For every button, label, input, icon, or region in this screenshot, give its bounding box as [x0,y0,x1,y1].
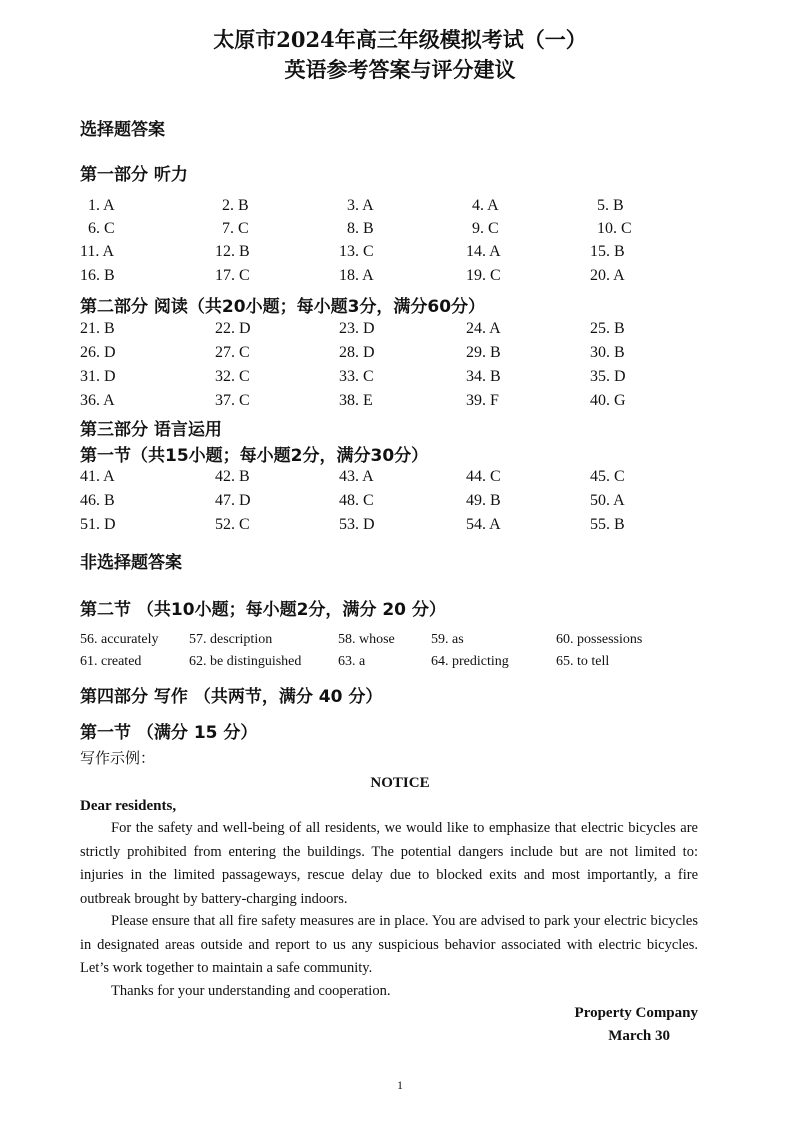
answer-cell: 17. C [215,267,250,284]
answer-row [80,320,640,342]
answer-cell: 25. B [590,320,625,337]
part3-sec2-heading: 第二节 （共10小题；每小题2分，满分 20 分） [80,600,446,620]
letter-paragraph: Please ensure that all fire safety measures are in place. You are advised to park your electric bicycles in designated areas outside and report to us any suspicious behavior associated with electric bicycles. Let’s work together to maintain a safe community. [80,913,698,976]
answer-cell: 10. C [597,220,632,237]
answer-cell: 47. D [215,492,251,509]
answer-cell: 9. C [472,220,499,237]
answer-row [80,492,640,514]
answer-cell: 2. B [222,197,249,214]
non-mc-heading: 非选择题答案 [80,553,182,573]
answer-cell: 8. B [347,220,374,237]
answer-cell: 57. description [189,632,273,647]
letter-date: March 30 [608,1028,670,1044]
answer-cell: 12. B [215,243,250,260]
answer-row [80,368,640,390]
document-title: 太原市2024年高三年级模拟考试（一） [213,27,587,52]
mc-heading: 选择题答案 [80,120,165,140]
part3-sec1-heading: 第一节（共15小题；每小题2分，满分30分） [80,446,429,466]
answer-cell: 37. C [215,392,250,409]
answer-cell: 43. A [339,468,374,485]
answer-cell: 6. C [88,220,115,237]
answer-cell: 22. D [215,320,251,337]
part4-sec1-heading: 第一节 （满分 15 分） [80,723,258,743]
answer-row [80,654,700,674]
answer-cell: 59. as [431,632,464,647]
answer-cell: 21. B [80,320,115,337]
answer-row [80,468,640,490]
answer-cell: 27. C [215,344,250,361]
answer-cell: 19. C [466,267,501,284]
answer-cell: 44. C [466,468,501,485]
answer-cell: 31. D [80,368,116,385]
letter-paragraph: For the safety and well-being of all residents, we would like to emphasize that electric bicycles are strictly prohibited from entering the buildings. The potential dangers include but are not limited to: injuries in the limited passageways, rescue delay due to blocked exits and most importantly, a fire outbreak brought by battery-charging indoors. [80,820,698,907]
answer-cell: 4. A [472,197,499,214]
answer-cell: 14. A [466,243,501,260]
answer-cell: 60. possessions [556,632,643,647]
answer-cell: 63. a [338,654,366,669]
part1-heading: 第一部分 听力 [80,165,188,185]
answer-cell: 28. D [339,344,375,361]
answer-cell: 64. predicting [431,654,509,669]
part4-heading: 第四部分 写作 （共两节，满分 40 分） [80,687,383,707]
letter-paragraph: Thanks for your understanding and cooperation. [111,983,391,999]
answer-row [80,267,640,289]
answer-cell: 49. B [466,492,501,509]
answer-cell: 58. whose [338,632,395,647]
answer-cell: 62. be distinguished [189,654,302,669]
answer-cell: 18. A [339,267,374,284]
answer-cell: 61. created [80,654,142,669]
answer-cell: 20. A [590,267,625,284]
answer-cell: 3. A [347,197,374,214]
answer-cell: 34. B [466,368,501,385]
answer-row [80,632,700,652]
answer-cell: 40. G [590,392,626,409]
answer-cell: 32. C [215,368,250,385]
answer-cell: 52. C [215,516,250,533]
answer-cell: 35. D [590,368,626,385]
answer-cell: 16. B [80,267,115,284]
answer-cell: 39. F [466,392,499,409]
answer-cell: 56. accurately [80,632,159,647]
writing-sample-label: 写作示例： [80,749,156,767]
answer-cell: 50. A [590,492,625,509]
answer-cell: 41. A [80,468,115,485]
answer-cell: 33. C [339,368,374,385]
answer-cell: 53. D [339,516,375,533]
answer-cell: 11. A [80,243,115,260]
answer-cell: 54. A [466,516,501,533]
answer-cell: 42. B [215,468,250,485]
answer-row [80,197,640,219]
answer-row [80,344,640,366]
answer-row [80,220,640,242]
letter-signature: Property Company [574,1005,698,1021]
answer-cell: 38. E [339,392,373,409]
document-subtitle: 英语参考答案与评分建议 [284,57,516,82]
answer-cell: 48. C [339,492,374,509]
answer-row [80,392,640,414]
answer-cell: 51. D [80,516,116,533]
answer-cell: 45. C [590,468,625,485]
answer-cell: 15. B [590,243,625,260]
part2-heading: 第二部分 阅读（共20小题；每小题3分，满分60分） [80,297,486,317]
answer-cell: 30. B [590,344,625,361]
answer-cell: 7. C [222,220,249,237]
answer-cell: 55. B [590,516,625,533]
page-number: 1 [397,1078,403,1092]
answer-row [80,243,640,265]
answer-row [80,516,640,538]
notice-title: NOTICE [370,775,430,791]
answer-cell: 36. A [80,392,115,409]
answer-cell: 23. D [339,320,375,337]
answer-cell: 24. A [466,320,501,337]
answer-cell: 46. B [80,492,115,509]
answer-cell: 5. B [597,197,624,214]
answer-cell: 65. to tell [556,654,610,669]
answer-cell: 29. B [466,344,501,361]
part3-heading: 第三部分 语言运用 [80,420,222,440]
answer-cell: 13. C [339,243,374,260]
answer-cell: 1. A [88,197,115,214]
answer-cell: 26. D [80,344,116,361]
letter-salutation: Dear residents, [80,798,177,814]
